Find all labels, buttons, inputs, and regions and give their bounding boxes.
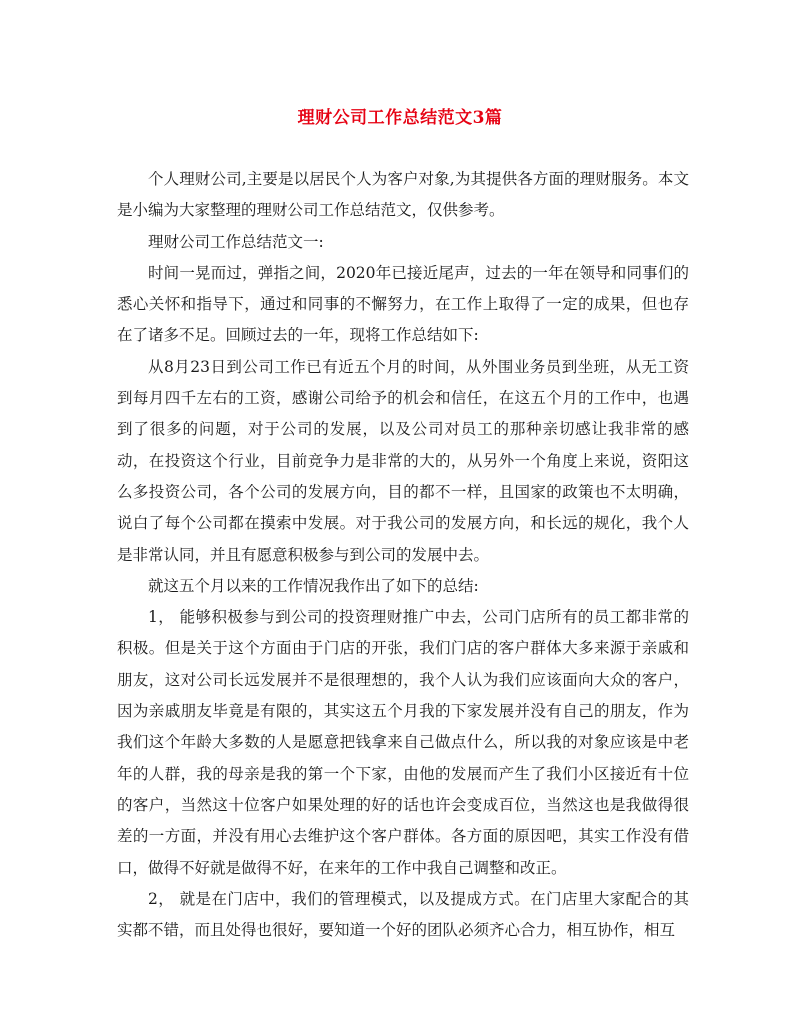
paragraph-point-2: 2， 就是在门店中，我们的管理模式，以及提成方式。在门店里大家配合的其实都不错，而且处得也很好，要知道一个好的团队必须齐心合力，相互协作，相互	[117, 889, 689, 940]
paragraph-intro: 个人理财公司,主要是以居民个人为客户对象,为其提供各方面的理财服务。本文是小编为大家整理的理财公司工作总结范文，仅供参考。	[117, 170, 689, 220]
document-body	[117, 164, 689, 946]
paragraph-summary-lead: 就这五个月以来的工作情况我作出了如下的总结:	[148, 576, 479, 595]
document-title: 理财公司工作总结范文3篇	[297, 108, 503, 128]
paragraph-experience: 从8月23日到公司工作已有近五个月的时间，从外围业务员到坐班，从无工资到每月四千左右的工资，感谢公司给予的机会和信任，在这五个月的工作中，也遇到了很多的问题，对于公司的发展，以及公司对员工的那种亲切感让我非常的感动，在投资这个行业，目前竞争力是非常的大的，从另外一个角度上来说，资阳这么多投资公司，各个公司的发展方向，目的都不一样，且国家的政策也不太明确，说白了每个公司都在摸索中发展。对于我公司的发展方向，和长远的规化，我个人是非常认同，并且有愿意积极参与到公司的发展中去。	[117, 357, 689, 564]
paragraph-point-1: 1， 能够积极参与到公司的投资理财推广中去，公司门店所有的员工都非常的积极。但是关于这个方面由于门店的开张，我们门店的客户群体大多来源于亲戚和朋友，这对公司长远发展并不是很理想的，我个人认为我们应该面向大众的客户，因为亲戚朋友毕竟是有限的，其实这五个月我的下家发展并没有自己的朋友，作为我们这个年龄大多数的人是愿意把钱拿来自己做点什么，所以我的对象应该是中老年的人群，我的母亲是我的第一个下家，由他的发展而产生了我们小区接近有十位的客户，当然这十位客户如果处理的好的话也许会变成百位，当然这也是我做得很差的一方面，并没有用心去维护这个客户群体。各方面的原因吧，其实工作没有借口，做得不好就是做得不好，在来年的工作中我自己调整和改正。	[117, 608, 689, 877]
paragraph-opening: 时间一晃而过，弹指之间，2020年已接近尾声，过去的一年在领导和同事们的悉心关怀和指导下，通过和同事的不懈努力，在工作上取得了一定的成果，但也存在了诸多不足。回顾过去的一年，现将工作总结如下:	[117, 263, 689, 345]
paragraph-section-heading: 理财公司工作总结范文一:	[148, 232, 324, 251]
